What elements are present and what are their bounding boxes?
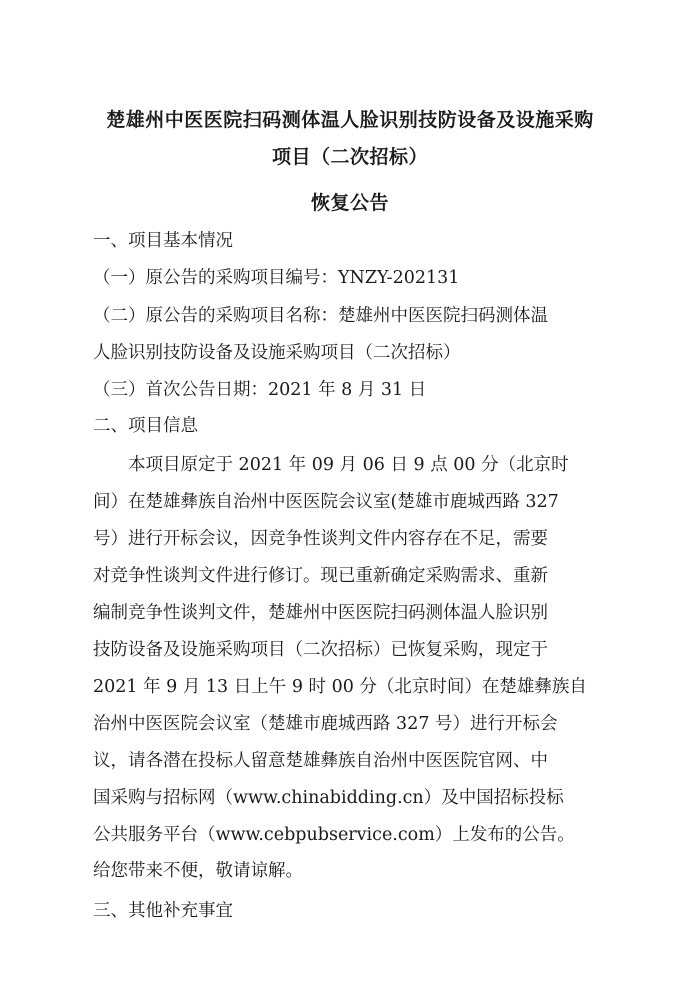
paragraph-line: 编制竞争性谈判文件，楚雄州中医医院扫码测体温人脸识别 (93, 603, 548, 623)
paragraph-line: 议，请各潜在投标人留意楚雄彝族自治州中医医院官网、中 (93, 751, 548, 771)
document-heading: 恢复公告 (310, 192, 389, 214)
paragraph-line: 本项目原定于 2021 年 09 月 06 日 9 点 00 分（北京时 (128, 455, 569, 475)
document-title-line2: 项目（二次招标） (271, 146, 428, 168)
paragraph-line: 对竞争性谈判文件进行修订。现已重新确定采购需求、重新 (93, 566, 548, 586)
section3-title: 三、其他补充事宜 (93, 901, 233, 921)
section2-title: 二、项目信息 (93, 416, 198, 436)
document-title-line1: 楚雄州中医医院扫码测体温人脸识别技防设备及设施采购 (106, 109, 594, 131)
paragraph-line: 号）进行开标会议，因竞争性谈判文件内容存在不足，需要 (93, 529, 548, 549)
paragraph-line: 给您带来不便，敬请谅解。 (93, 861, 303, 881)
paragraph-line: 公共服务平台（www.cebpubservice.com）上发布的公告。 (93, 825, 575, 845)
paragraph-line: 技防设备及设施采购项目（二次招标）已恢复采购，现定于 (93, 640, 548, 660)
section1-item1: （一）原公告的采购项目编号：YNZY-202131 (93, 268, 460, 288)
section1-title: 一、项目基本情况 (93, 231, 233, 251)
paragraph-line: 间）在楚雄彝族自治州中医医院会议室(楚雄市鹿城西路 327 (93, 492, 559, 512)
paragraph-line: 治州中医医院会议室（楚雄市鹿城西路 327 号）进行开标会 (93, 714, 558, 734)
section1-item2-line2: 人脸识别技防设备及设施采购项目（二次招标） (93, 343, 461, 363)
section1-item2-line1: （二）原公告的采购项目名称：楚雄州中医医院扫码测体温 (93, 306, 548, 326)
section1-item3: （三）首次公告日期：2021 年 8 月 31 日 (93, 380, 427, 400)
paragraph-line: 2021 年 9 月 13 日上午 9 时 00 分（北京时间）在楚雄彝族自 (93, 677, 587, 697)
paragraph-line: 国采购与招标网（www.chinabidding.cn）及中国招标投标 (93, 788, 564, 808)
